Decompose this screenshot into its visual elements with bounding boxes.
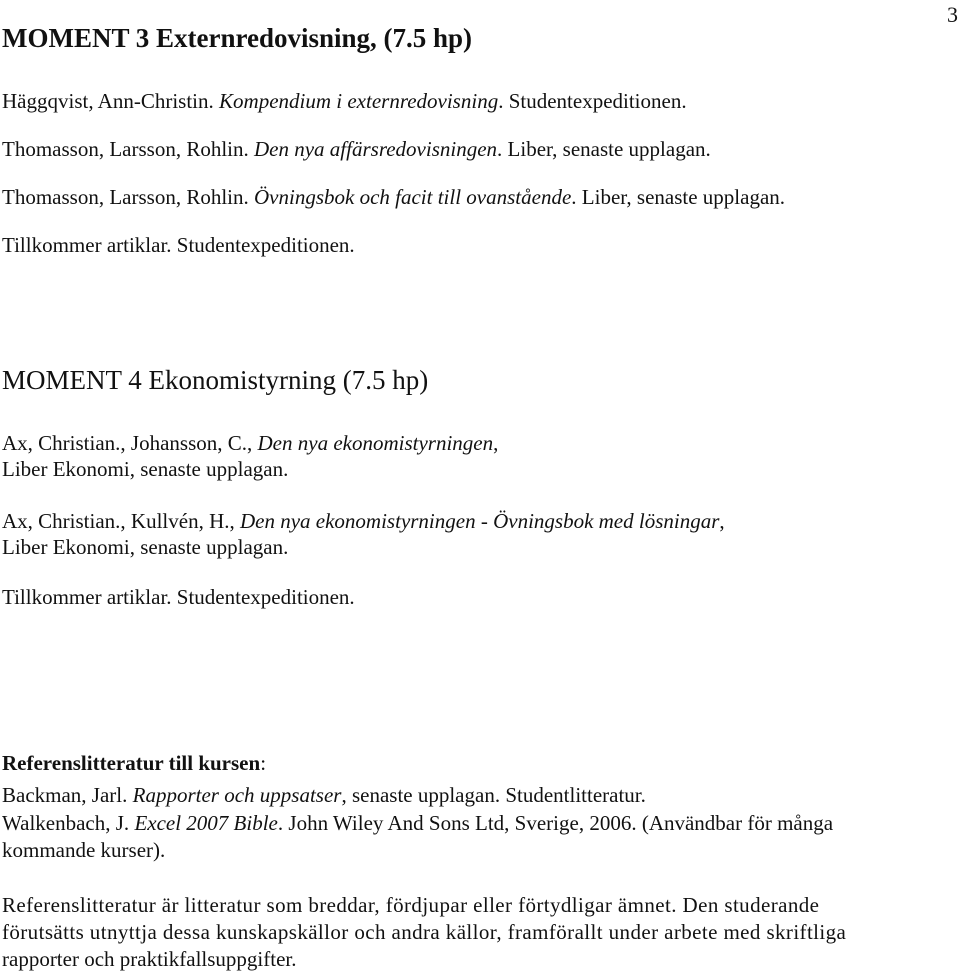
entry-author: Häggqvist, Ann-Christin. [2,89,220,113]
entry-title: Excel 2007 Bible [134,811,278,835]
entry-author: Thomasson, Larsson, Rohlin. [2,137,254,161]
moment3-heading: MOMENT 3 Externredovisning, (7.5 hp) [2,23,473,53]
moment4-entry-ekonomistyrningen [2,432,498,455]
entry-author: Backman, Jarl. [2,783,133,807]
page-number: 3 [947,2,958,27]
entry-publisher: . Liber, senaste upplagan. [571,185,786,209]
entry-title: Den nya ekonomistyrningen [257,431,494,455]
reference-heading [2,752,266,775]
entry-author: Ax, Christian., Kullvén, H., [2,509,240,533]
moment4-note: Tillkommer artiklar. Studentexpeditionen. [2,585,355,609]
reference-entry-backman [2,784,646,807]
entry-author: Ax, Christian., Johansson, C., [2,431,258,455]
moment3-entry-ovningsbok [2,186,785,209]
entry-publisher: . Studentexpeditionen. [498,89,687,113]
moment3-entry-haggqvist [2,90,687,113]
entry-author: Walkenbach, J. [2,811,135,835]
entry-punctuation: , [719,509,725,533]
moment3-entry-affarsredovisningen [2,138,711,161]
entry-author: Thomasson, Larsson, Rohlin. [2,185,254,209]
reference-description-line: Referenslitteratur är litteratur som breddar, fördjupar eller förtydligar ämnet. Den studerande [2,893,820,917]
reference-description-line: rapporter och praktikfallsuppgifter. [2,947,297,971]
entry-title: Den nya ekonomistyrningen - Övningsbok med lösningar [239,509,720,533]
reference-entry-walkenbach-continued: kommande kurser). [2,838,166,862]
entry-title: Övningsbok och facit till ovanstående [254,185,572,209]
moment4-heading: MOMENT 4 Ekonomistyrning (7.5 hp) [2,365,429,395]
entry-publisher: . Liber, senaste upplagan. [497,137,711,161]
entry-title: Rapporter och uppsatser [132,783,342,807]
reference-heading-text: Referenslitteratur till kursen [2,751,261,775]
entry-publisher: , senaste upplagan. Studentlitteratur. [341,783,646,807]
moment3-note: Tillkommer artiklar. Studentexpeditionen. [2,233,355,257]
entry-publisher: . John Wiley And Sons Ltd, Sverige, 2006. (Användbar för många [277,811,834,835]
entry-title: Kompendium i externredovisning [219,89,499,113]
moment4-entry-ekonomistyrningen-publisher: Liber Ekonomi, senaste upplagan. [2,457,289,481]
moment4-entry-ovningsbok [2,510,725,533]
reference-entry-walkenbach [2,812,833,835]
reference-description-line: förutsätts utnyttja dessa kunskapskällor och andra källor, framförallt under arbete med skriftliga [2,920,847,944]
entry-punctuation: , [493,431,499,455]
reference-heading-colon: : [260,751,267,775]
entry-title: Den nya affärsredovisningen [254,137,498,161]
moment4-entry-ovningsbok-publisher: Liber Ekonomi, senaste upplagan. [2,535,289,559]
